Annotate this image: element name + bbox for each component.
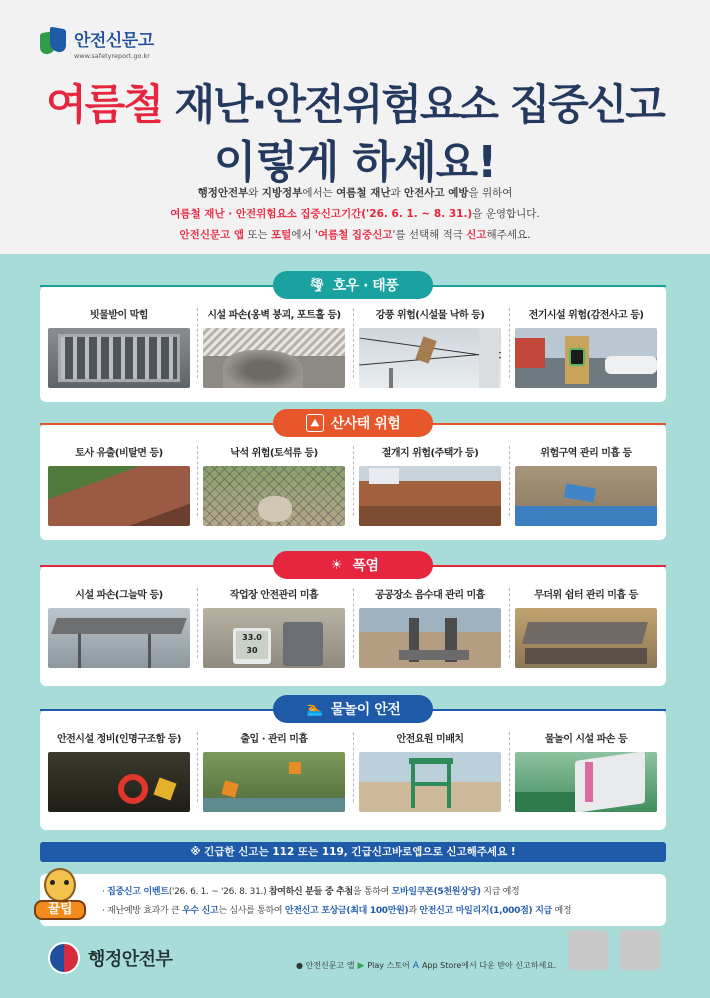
item-cooling-shelter[interactable]: 무더위 쉼터 관리 미흡 등 xyxy=(515,586,657,668)
safety-report-logo-icon xyxy=(40,28,68,58)
app-store-link[interactable]: App Store xyxy=(421,961,462,970)
item-no-lifeguard[interactable]: 안전요원 미배치 xyxy=(359,730,501,812)
mascot-label: 꿀팁 xyxy=(34,900,86,920)
item-water-fountain[interactable]: 공공장소 음수대 관리 미흡 xyxy=(359,586,501,668)
section-rain-typhoon xyxy=(40,277,666,402)
photo-lifeguard-tower xyxy=(359,752,501,812)
intro-text: 행정안전부와 지방정부에서는 여름철 재난과 안전사고 예방을 위하여 여름철 재난 · 안전위험요소 집중신고기간('26. 6. 1. ~ 8. 31.)을 운영합니다. 안전신문고 앱 또는 포털에서 '여름철 집중신고'를 선택해 적극 신고해주세요. xyxy=(170,187,540,241)
play-store-link[interactable]: Play 스토어 xyxy=(367,961,410,970)
title-rest: 재난·안전위험요소 집중신고 xyxy=(161,80,664,129)
photo-cut-slope xyxy=(359,466,501,526)
photo-rescue-box xyxy=(48,752,190,812)
logo-name: 안전신문고 xyxy=(74,31,154,51)
photo-valley-sign xyxy=(203,752,345,812)
badge-rain-typhoon: 🌪 호우 · 태풍 xyxy=(273,271,433,299)
taegeuk-icon xyxy=(48,942,80,974)
photo-cooling-shelter xyxy=(515,608,657,668)
item-electric-hazard[interactable]: 전기시설 위험(감전사고 등) xyxy=(515,306,657,388)
app-store-icon: A xyxy=(412,960,419,971)
play-store-icon: ▶ xyxy=(357,960,365,971)
item-water-facility-damage[interactable]: 물놀이 시설 파손 등 xyxy=(515,730,657,812)
title-highlight: 여름철 xyxy=(46,80,162,129)
qr-code-app[interactable] xyxy=(568,930,608,970)
photo-rock-fence xyxy=(203,466,345,526)
item-strong-wind[interactable]: 강풍 위험(시설물 낙하 등) xyxy=(359,306,501,388)
photo-blue-tarp xyxy=(515,466,657,526)
item-rescue-box[interactable]: 안전시설 정비(인명구조함 등) xyxy=(48,730,190,812)
item-access-control[interactable]: 출입 · 관리 미흡 xyxy=(203,730,345,812)
emergency-notice: ※ 긴급한 신고는 112 또는 119, 긴급신고바로앱으로 신고해주세요 ! xyxy=(40,842,666,862)
item-rockfall[interactable]: 낙석 위험(토석류 등) xyxy=(203,444,345,526)
tips-box xyxy=(40,874,666,926)
ministry-name: 행정안전부 xyxy=(88,949,173,970)
photo-thermometer xyxy=(203,608,345,668)
photo-falling-sign xyxy=(359,328,501,388)
photo-soil-slope xyxy=(48,466,190,526)
item-workplace-safety[interactable]: 작업장 안전관리 미흡 33.0 30 xyxy=(203,586,345,668)
section-heatwave xyxy=(40,557,666,686)
section-landslide xyxy=(40,416,666,540)
landslide-icon: ⛰ xyxy=(306,414,324,432)
page-title xyxy=(0,72,710,132)
logo-url: www.safetyreport.go.kr xyxy=(74,52,150,60)
bee-mascot-icon xyxy=(30,866,90,930)
lcd-temp: 33.0 xyxy=(242,633,262,642)
qr-code-portal[interactable] xyxy=(620,930,660,970)
photo-shade-canopy xyxy=(48,608,190,668)
swimmer-icon: 🏊 xyxy=(306,701,323,717)
item-danger-zone[interactable]: 위험구역 관리 미흡 등 xyxy=(515,444,657,526)
photo-water-fountain xyxy=(359,608,501,668)
photo-drain xyxy=(48,328,190,388)
badge-water-safety: 🏊 물놀이 안전 xyxy=(273,695,433,723)
item-facility-damage[interactable]: 시설 파손(옹벽 붕괴, 포트홀 등) xyxy=(203,306,345,388)
page-subtitle: 이렇게 하세요! xyxy=(213,137,497,188)
badge-landslide: ⛰ 산사태 위험 xyxy=(273,409,433,437)
badge-heatwave: ☀ 폭염 xyxy=(273,551,433,579)
section-water-safety xyxy=(40,701,666,830)
safety-report-logo[interactable] xyxy=(40,26,154,60)
photo-electric-box xyxy=(515,328,657,388)
sun-thermometer-icon: ☀ xyxy=(330,557,343,573)
footer-download: ● 안전신문고 앱 ▶ Play 스토어 A App Store 에서 다운 받아 신고하세요. xyxy=(296,960,557,971)
lcd-humidity: 30 xyxy=(246,646,258,655)
tip-reward: · 재난예방 효과가 큰 우수 신고는 심사를 통하여 안전신고 포상금(최대 100만원)과 안전신고 마일리지(1,000점) 지급 예정 xyxy=(102,906,572,916)
item-soil-runoff[interactable]: 토사 유출(비탈면 등) xyxy=(48,444,190,526)
photo-play-facility xyxy=(515,752,657,812)
item-drain-blocked[interactable]: 빗물받이 막힘 xyxy=(48,306,190,388)
photo-retaining-wall xyxy=(203,328,345,388)
item-shade-damage[interactable]: 시설 파손(그늘막 등) xyxy=(48,586,190,668)
tip-event: · 집중신고 이벤트('26. 6. 1. ~ '26. 8. 31.) 참여하신 분들 중 추첨을 통하여 모바일쿠폰(5천원상당) 지급 예정 xyxy=(102,887,520,897)
ministry-logo xyxy=(48,942,172,974)
item-cut-slope[interactable]: 절개지 위험(주택가 등) xyxy=(359,444,501,526)
tornado-icon: 🌪 xyxy=(308,277,325,293)
